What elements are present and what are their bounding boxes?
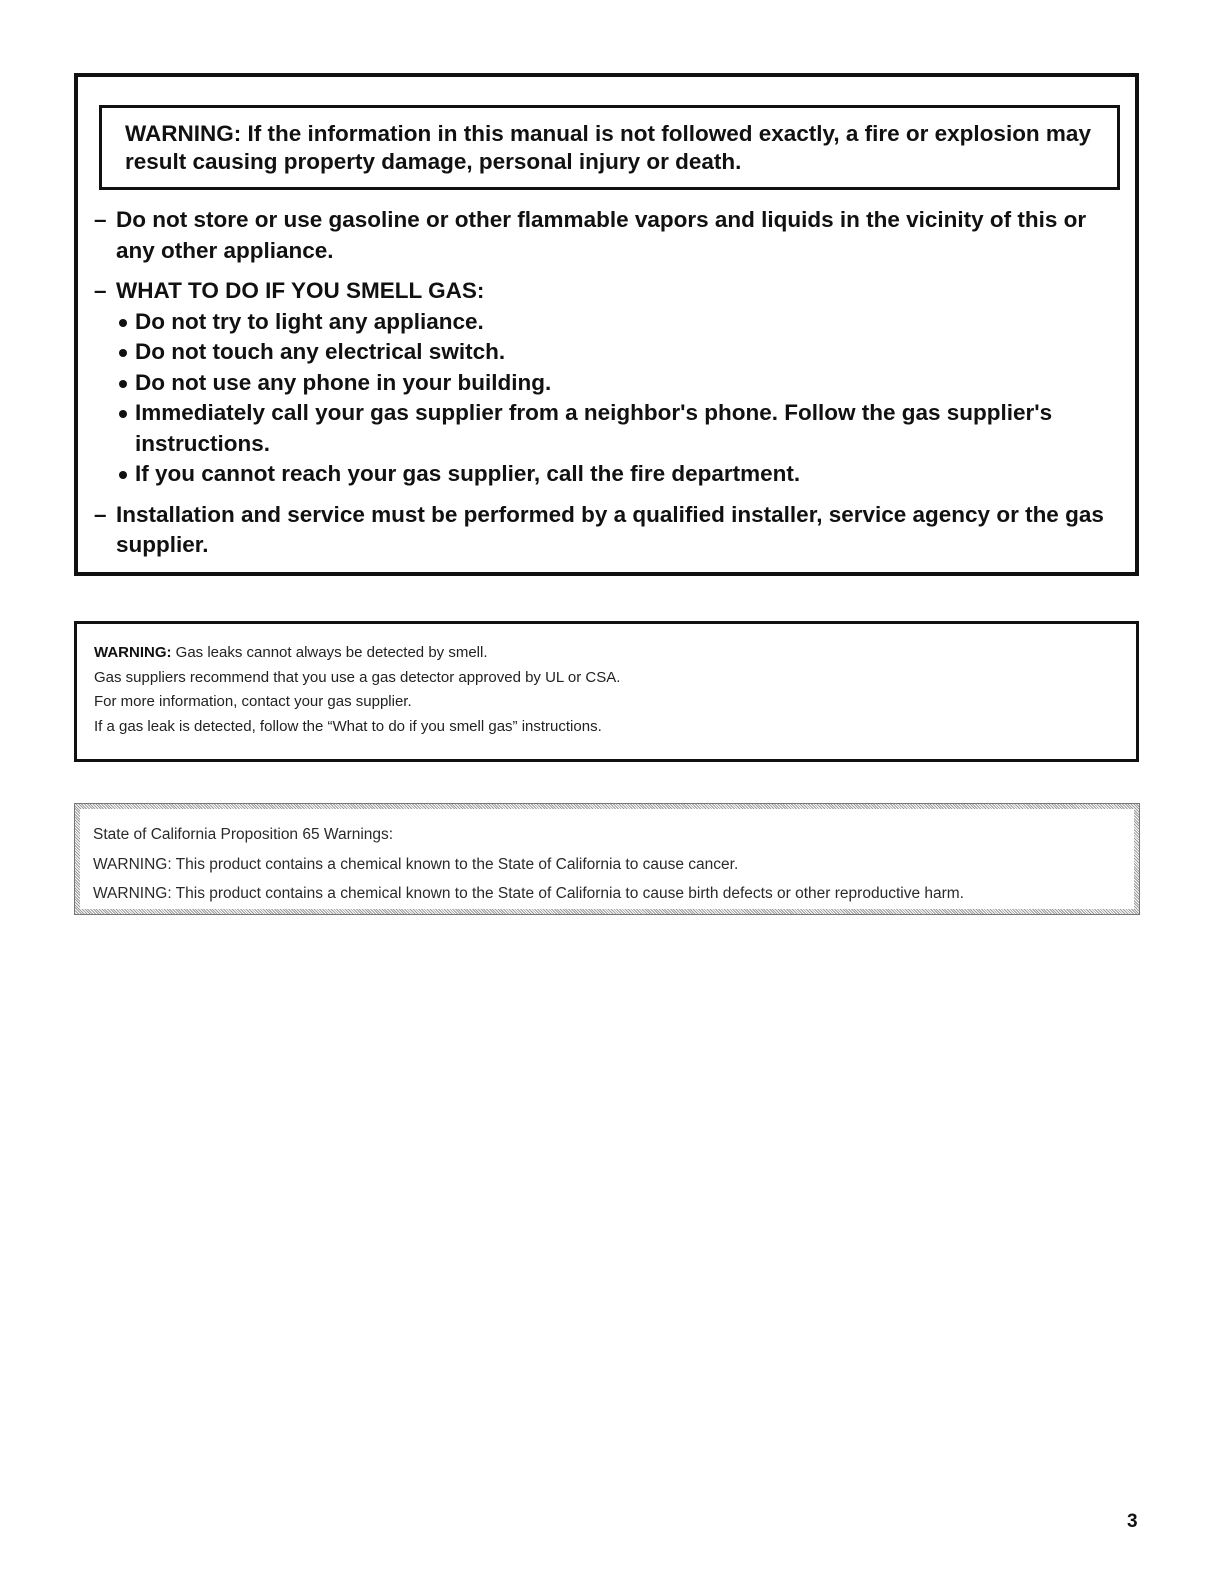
prop65-title: State of California Proposition 65 Warnings: — [93, 826, 394, 843]
prop65-cancer-warning: WARNING: This product contains a chemical known to the State of California to cause cancer. — [93, 855, 739, 873]
list-item — [94, 398, 1124, 459]
gas-detector-line: Gas suppliers recommend that you use a gas detector approved by UL or CSA. — [94, 668, 621, 686]
leak-detected-line: If a gas leak is detected, follow the “What to do if you smell gas” instructions. — [94, 717, 602, 735]
gas-leak-line-text: Gas leaks cannot always be detected by smell. — [175, 644, 488, 661]
prop65-warning-box — [74, 803, 1140, 915]
fire-explosion-warning-box — [99, 105, 1120, 190]
list-item-text: Immediately call your gas supplier from a neighbor's phone. Follow the gas supplier's instructions. — [135, 400, 1053, 456]
prop65-content — [80, 809, 1134, 909]
smell-gas-steps — [94, 307, 1124, 490]
list-item — [94, 337, 1124, 368]
smell-gas-heading-text: WHAT TO DO IF YOU SMELL GAS: — [116, 278, 485, 303]
page-number: 3 — [1127, 1511, 1138, 1532]
bullet-icon — [119, 471, 127, 479]
dash-marker: – — [94, 278, 107, 303]
list-item-text: Do not try to light any appliance. — [135, 308, 484, 334]
prop65-reproductive-warning: WARNING: This product contains a chemical known to the State of California to cause birth defects or other reproductive harm. — [93, 885, 964, 902]
list-item-text: If you cannot reach your gas supplier, call the fire department. — [135, 461, 801, 486]
installation-instruction — [94, 500, 1124, 561]
smell-gas-heading — [94, 276, 1124, 307]
gas-leak-line — [94, 641, 1136, 666]
dash-marker: – — [94, 207, 107, 232]
bullet-icon — [119, 410, 127, 418]
fire-explosion-warning-text: WARNING: If the information in this manual is not followed exactly, a fire or explosion may result causing property damage, personal injury or death. — [125, 121, 1091, 174]
list-item — [94, 459, 1124, 490]
flammable-vapors-instruction — [94, 205, 1124, 266]
gas-safety-instructions — [94, 205, 1124, 571]
bullet-icon — [119, 380, 127, 388]
bullet-icon — [119, 349, 127, 357]
gas-safety-warning-box — [74, 73, 1139, 576]
more-info-line: For more information, contact your gas supplier. — [94, 693, 412, 710]
bullet-icon — [119, 319, 127, 327]
gas-leak-warning-box — [74, 621, 1139, 762]
list-item-text: Do not touch any electrical switch. — [135, 339, 506, 364]
list-item-text: Do not use any phone in your building. — [135, 369, 552, 395]
warning-label: WARNING: — [94, 644, 172, 661]
list-item — [94, 368, 1124, 399]
list-item — [94, 307, 1124, 338]
dash-marker: – — [94, 501, 107, 527]
flammable-vapors-text: Do not store or use gasoline or other flammable vapors and liquids in the vicinity of this or any other appliance. — [116, 207, 1087, 263]
installation-text: Installation and service must be performed by a qualified installer, service agency or the gas supplier. — [116, 501, 1104, 557]
